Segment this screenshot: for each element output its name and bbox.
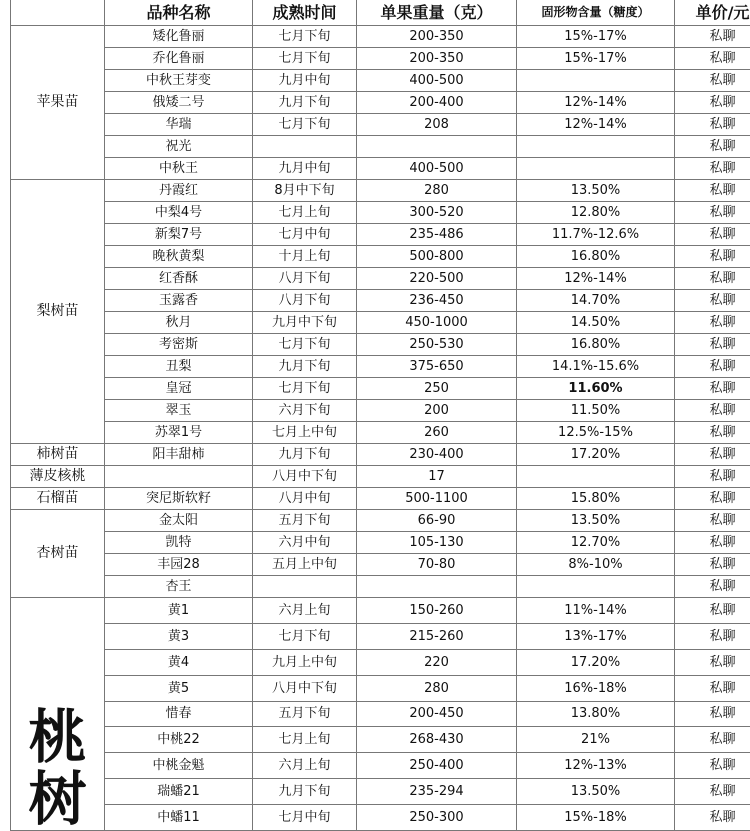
price-cell: 私聊 <box>675 466 750 488</box>
sugar-cell: 12%-13% <box>517 753 675 779</box>
price-cell: 私聊 <box>675 598 750 624</box>
maturity-cell: 七月下旬 <box>253 114 357 136</box>
price-cell: 私聊 <box>675 444 750 466</box>
price-cell: 私聊 <box>675 92 750 114</box>
weight-cell: 280 <box>357 180 517 202</box>
header-weight: 单果重量（克） <box>357 0 517 26</box>
table-row <box>11 400 750 422</box>
maturity-cell: 八月中下旬 <box>253 675 357 701</box>
maturity-cell: 九月中旬 <box>253 70 357 92</box>
table-row <box>11 356 750 378</box>
header-price: 单价/元 <box>675 0 750 26</box>
price-cell: 私聊 <box>675 180 750 202</box>
table-row <box>11 598 750 624</box>
table-row <box>11 623 750 649</box>
variety-cell: 祝光 <box>105 136 253 158</box>
maturity-cell <box>253 576 357 598</box>
category-cell: 桃树 <box>11 598 105 831</box>
variety-cell: 中蟠11 <box>105 805 253 831</box>
maturity-cell: 五月上中旬 <box>253 554 357 576</box>
table-row <box>11 312 750 334</box>
price-cell: 私聊 <box>675 675 750 701</box>
sugar-cell: 14.1%-15.6% <box>517 356 675 378</box>
price-cell: 私聊 <box>675 532 750 554</box>
weight-cell: 220 <box>357 649 517 675</box>
weight-cell: 250-400 <box>357 753 517 779</box>
header-row <box>11 0 750 26</box>
maturity-cell: 六月中旬 <box>253 532 357 554</box>
price-cell: 私聊 <box>675 202 750 224</box>
table-row <box>11 554 750 576</box>
maturity-cell: 九月中下旬 <box>253 312 357 334</box>
maturity-cell: 六月上旬 <box>253 598 357 624</box>
variety-cell: 杏王 <box>105 576 253 598</box>
maturity-cell: 八月中下旬 <box>253 466 357 488</box>
table-row <box>11 510 750 532</box>
maturity-cell: 七月上中旬 <box>253 422 357 444</box>
sugar-cell: 15.80% <box>517 488 675 510</box>
sugar-cell: 13.50% <box>517 180 675 202</box>
price-cell: 私聊 <box>675 290 750 312</box>
price-cell: 私聊 <box>675 753 750 779</box>
maturity-cell: 五月下旬 <box>253 510 357 532</box>
sugar-cell: 14.70% <box>517 290 675 312</box>
maturity-cell: 七月中旬 <box>253 224 357 246</box>
category-cell: 梨树苗 <box>11 180 105 444</box>
price-cell: 私聊 <box>675 158 750 180</box>
category-cell: 苹果苗 <box>11 26 105 180</box>
variety-cell <box>105 466 253 488</box>
sugar-cell <box>517 136 675 158</box>
maturity-cell: 六月下旬 <box>253 400 357 422</box>
weight-cell: 200 <box>357 400 517 422</box>
sugar-cell: 16%-18% <box>517 675 675 701</box>
maturity-cell: 十月上旬 <box>253 246 357 268</box>
price-cell: 私聊 <box>675 312 750 334</box>
table-row <box>11 701 750 727</box>
price-cell: 私聊 <box>675 136 750 158</box>
weight-cell: 208 <box>357 114 517 136</box>
table-row <box>11 675 750 701</box>
table-row <box>11 180 750 202</box>
table-row <box>11 290 750 312</box>
weight-cell: 230-400 <box>357 444 517 466</box>
maturity-cell: 九月下旬 <box>253 779 357 805</box>
variety-cell: 阳丰甜柿 <box>105 444 253 466</box>
table-row <box>11 422 750 444</box>
weight-cell: 250 <box>357 378 517 400</box>
header-sugar: 固形物含量（糖度） <box>517 0 675 26</box>
weight-cell: 235-486 <box>357 224 517 246</box>
variety-cell: 乔化鲁丽 <box>105 48 253 70</box>
table-row <box>11 202 750 224</box>
category-cell: 石榴苗 <box>11 488 105 510</box>
maturity-cell: 九月上中旬 <box>253 649 357 675</box>
table-row <box>11 576 750 598</box>
sugar-cell: 11.60% <box>517 378 675 400</box>
weight-cell: 200-350 <box>357 48 517 70</box>
table-row <box>11 753 750 779</box>
sugar-cell: 17.20% <box>517 649 675 675</box>
sugar-cell: 15%-18% <box>517 805 675 831</box>
sugar-cell: 11%-14% <box>517 598 675 624</box>
variety-cell: 俄矮二号 <box>105 92 253 114</box>
maturity-cell: 六月上旬 <box>253 753 357 779</box>
weight-cell: 268-430 <box>357 727 517 753</box>
weight-cell: 400-500 <box>357 70 517 92</box>
weight-cell: 150-260 <box>357 598 517 624</box>
table-row <box>11 444 750 466</box>
sugar-cell: 15%-17% <box>517 48 675 70</box>
maturity-cell: 九月下旬 <box>253 92 357 114</box>
variety-cell: 中秋王 <box>105 158 253 180</box>
maturity-cell: 九月下旬 <box>253 444 357 466</box>
sugar-cell: 13.50% <box>517 779 675 805</box>
price-cell: 私聊 <box>675 623 750 649</box>
price-cell: 私聊 <box>675 510 750 532</box>
weight-cell: 260 <box>357 422 517 444</box>
weight-cell: 215-260 <box>357 623 517 649</box>
table-row <box>11 334 750 356</box>
table-row <box>11 48 750 70</box>
variety-cell: 突尼斯软籽 <box>105 488 253 510</box>
table-row <box>11 779 750 805</box>
weight-cell <box>357 136 517 158</box>
maturity-cell: 五月下旬 <box>253 701 357 727</box>
sugar-cell <box>517 158 675 180</box>
table-row <box>11 246 750 268</box>
weight-cell: 300-520 <box>357 202 517 224</box>
variety-cell: 中桃22 <box>105 727 253 753</box>
price-cell: 私聊 <box>675 114 750 136</box>
sugar-cell <box>517 466 675 488</box>
sugar-cell: 15%-17% <box>517 26 675 48</box>
weight-cell: 250-530 <box>357 334 517 356</box>
sugar-cell: 11.7%-12.6% <box>517 224 675 246</box>
maturity-cell <box>253 136 357 158</box>
price-cell: 私聊 <box>675 649 750 675</box>
sugar-cell: 12.80% <box>517 202 675 224</box>
sugar-cell: 14.50% <box>517 312 675 334</box>
variety-cell: 丰园28 <box>105 554 253 576</box>
maturity-cell: 8月中下旬 <box>253 180 357 202</box>
sugar-cell: 21% <box>517 727 675 753</box>
variety-cell: 金太阳 <box>105 510 253 532</box>
sugar-cell: 13%-17% <box>517 623 675 649</box>
variety-cell: 矮化鲁丽 <box>105 26 253 48</box>
variety-cell: 凯特 <box>105 532 253 554</box>
variety-cell: 中桃金魁 <box>105 753 253 779</box>
variety-table <box>10 0 750 831</box>
price-cell: 私聊 <box>675 356 750 378</box>
variety-cell: 黄4 <box>105 649 253 675</box>
maturity-cell: 七月下旬 <box>253 623 357 649</box>
price-cell: 私聊 <box>675 727 750 753</box>
variety-cell: 晚秋黄梨 <box>105 246 253 268</box>
weight-cell: 400-500 <box>357 158 517 180</box>
sugar-cell: 16.80% <box>517 334 675 356</box>
header-category <box>11 0 105 26</box>
maturity-cell: 七月下旬 <box>253 48 357 70</box>
price-cell: 私聊 <box>675 779 750 805</box>
weight-cell: 500-800 <box>357 246 517 268</box>
price-cell: 私聊 <box>675 70 750 92</box>
weight-cell: 500-1100 <box>357 488 517 510</box>
maturity-cell: 八月下旬 <box>253 290 357 312</box>
table-row <box>11 649 750 675</box>
sugar-cell: 12.5%-15% <box>517 422 675 444</box>
weight-cell: 235-294 <box>357 779 517 805</box>
sugar-cell: 12%-14% <box>517 92 675 114</box>
variety-cell: 苏翠1号 <box>105 422 253 444</box>
weight-cell: 66-90 <box>357 510 517 532</box>
price-cell: 私聊 <box>675 26 750 48</box>
variety-cell: 瑞蟠21 <box>105 779 253 805</box>
table-row <box>11 26 750 48</box>
weight-cell: 70-80 <box>357 554 517 576</box>
weight-cell: 17 <box>357 466 517 488</box>
weight-cell: 200-350 <box>357 26 517 48</box>
header-maturity: 成熟时间 <box>253 0 357 26</box>
variety-cell: 黄1 <box>105 598 253 624</box>
table-row <box>11 488 750 510</box>
sugar-cell: 8%-10% <box>517 554 675 576</box>
variety-cell: 秋月 <box>105 312 253 334</box>
table-row <box>11 268 750 290</box>
maturity-cell: 七月上旬 <box>253 727 357 753</box>
table-row <box>11 378 750 400</box>
weight-cell: 375-650 <box>357 356 517 378</box>
weight-cell: 200-400 <box>357 92 517 114</box>
category-cell: 柿树苗 <box>11 444 105 466</box>
sugar-cell: 12.70% <box>517 532 675 554</box>
maturity-cell: 九月下旬 <box>253 356 357 378</box>
price-cell: 私聊 <box>675 488 750 510</box>
price-cell: 私聊 <box>675 422 750 444</box>
table-row <box>11 114 750 136</box>
variety-cell: 黄5 <box>105 675 253 701</box>
sugar-cell: 17.20% <box>517 444 675 466</box>
sugar-cell: 11.50% <box>517 400 675 422</box>
price-cell: 私聊 <box>675 701 750 727</box>
variety-cell: 红香酥 <box>105 268 253 290</box>
sugar-cell: 12%-14% <box>517 114 675 136</box>
price-cell: 私聊 <box>675 378 750 400</box>
sugar-cell <box>517 576 675 598</box>
weight-cell: 236-450 <box>357 290 517 312</box>
variety-cell: 黄3 <box>105 623 253 649</box>
sugar-cell: 13.80% <box>517 701 675 727</box>
price-cell: 私聊 <box>675 246 750 268</box>
weight-cell <box>357 576 517 598</box>
table-row <box>11 805 750 831</box>
table-row <box>11 224 750 246</box>
sugar-cell: 16.80% <box>517 246 675 268</box>
maturity-cell: 九月中旬 <box>253 158 357 180</box>
variety-cell: 华瑞 <box>105 114 253 136</box>
category-cell: 薄皮核桃 <box>11 466 105 488</box>
variety-cell: 丹霞红 <box>105 180 253 202</box>
table-row <box>11 136 750 158</box>
variety-cell: 新梨7号 <box>105 224 253 246</box>
table-body <box>11 26 750 831</box>
variety-cell: 皇冠 <box>105 378 253 400</box>
variety-cell: 考密斯 <box>105 334 253 356</box>
price-cell: 私聊 <box>675 554 750 576</box>
category-cell: 杏树苗 <box>11 510 105 598</box>
sugar-cell: 12%-14% <box>517 268 675 290</box>
header-variety: 品种名称 <box>105 0 253 26</box>
weight-cell: 280 <box>357 675 517 701</box>
price-cell: 私聊 <box>675 48 750 70</box>
maturity-cell: 七月中旬 <box>253 805 357 831</box>
price-cell: 私聊 <box>675 400 750 422</box>
maturity-cell: 八月中旬 <box>253 488 357 510</box>
table-row <box>11 70 750 92</box>
variety-cell: 惜春 <box>105 701 253 727</box>
maturity-cell: 七月下旬 <box>253 334 357 356</box>
variety-cell: 翠玉 <box>105 400 253 422</box>
weight-cell: 450-1000 <box>357 312 517 334</box>
table-row <box>11 92 750 114</box>
maturity-cell: 八月下旬 <box>253 268 357 290</box>
variety-cell: 中秋王芽变 <box>105 70 253 92</box>
weight-cell: 220-500 <box>357 268 517 290</box>
weight-cell: 105-130 <box>357 532 517 554</box>
price-cell: 私聊 <box>675 576 750 598</box>
table-row <box>11 727 750 753</box>
weight-cell: 250-300 <box>357 805 517 831</box>
price-cell: 私聊 <box>675 334 750 356</box>
table-row <box>11 532 750 554</box>
table-row <box>11 158 750 180</box>
maturity-cell: 七月下旬 <box>253 378 357 400</box>
sugar-cell <box>517 70 675 92</box>
price-cell: 私聊 <box>675 268 750 290</box>
sugar-cell: 13.50% <box>517 510 675 532</box>
variety-cell: 中梨4号 <box>105 202 253 224</box>
variety-cell: 丑梨 <box>105 356 253 378</box>
maturity-cell: 七月下旬 <box>253 26 357 48</box>
maturity-cell: 七月上旬 <box>253 202 357 224</box>
weight-cell: 200-450 <box>357 701 517 727</box>
price-cell: 私聊 <box>675 224 750 246</box>
table-row <box>11 466 750 488</box>
price-cell: 私聊 <box>675 805 750 831</box>
variety-cell: 玉露香 <box>105 290 253 312</box>
